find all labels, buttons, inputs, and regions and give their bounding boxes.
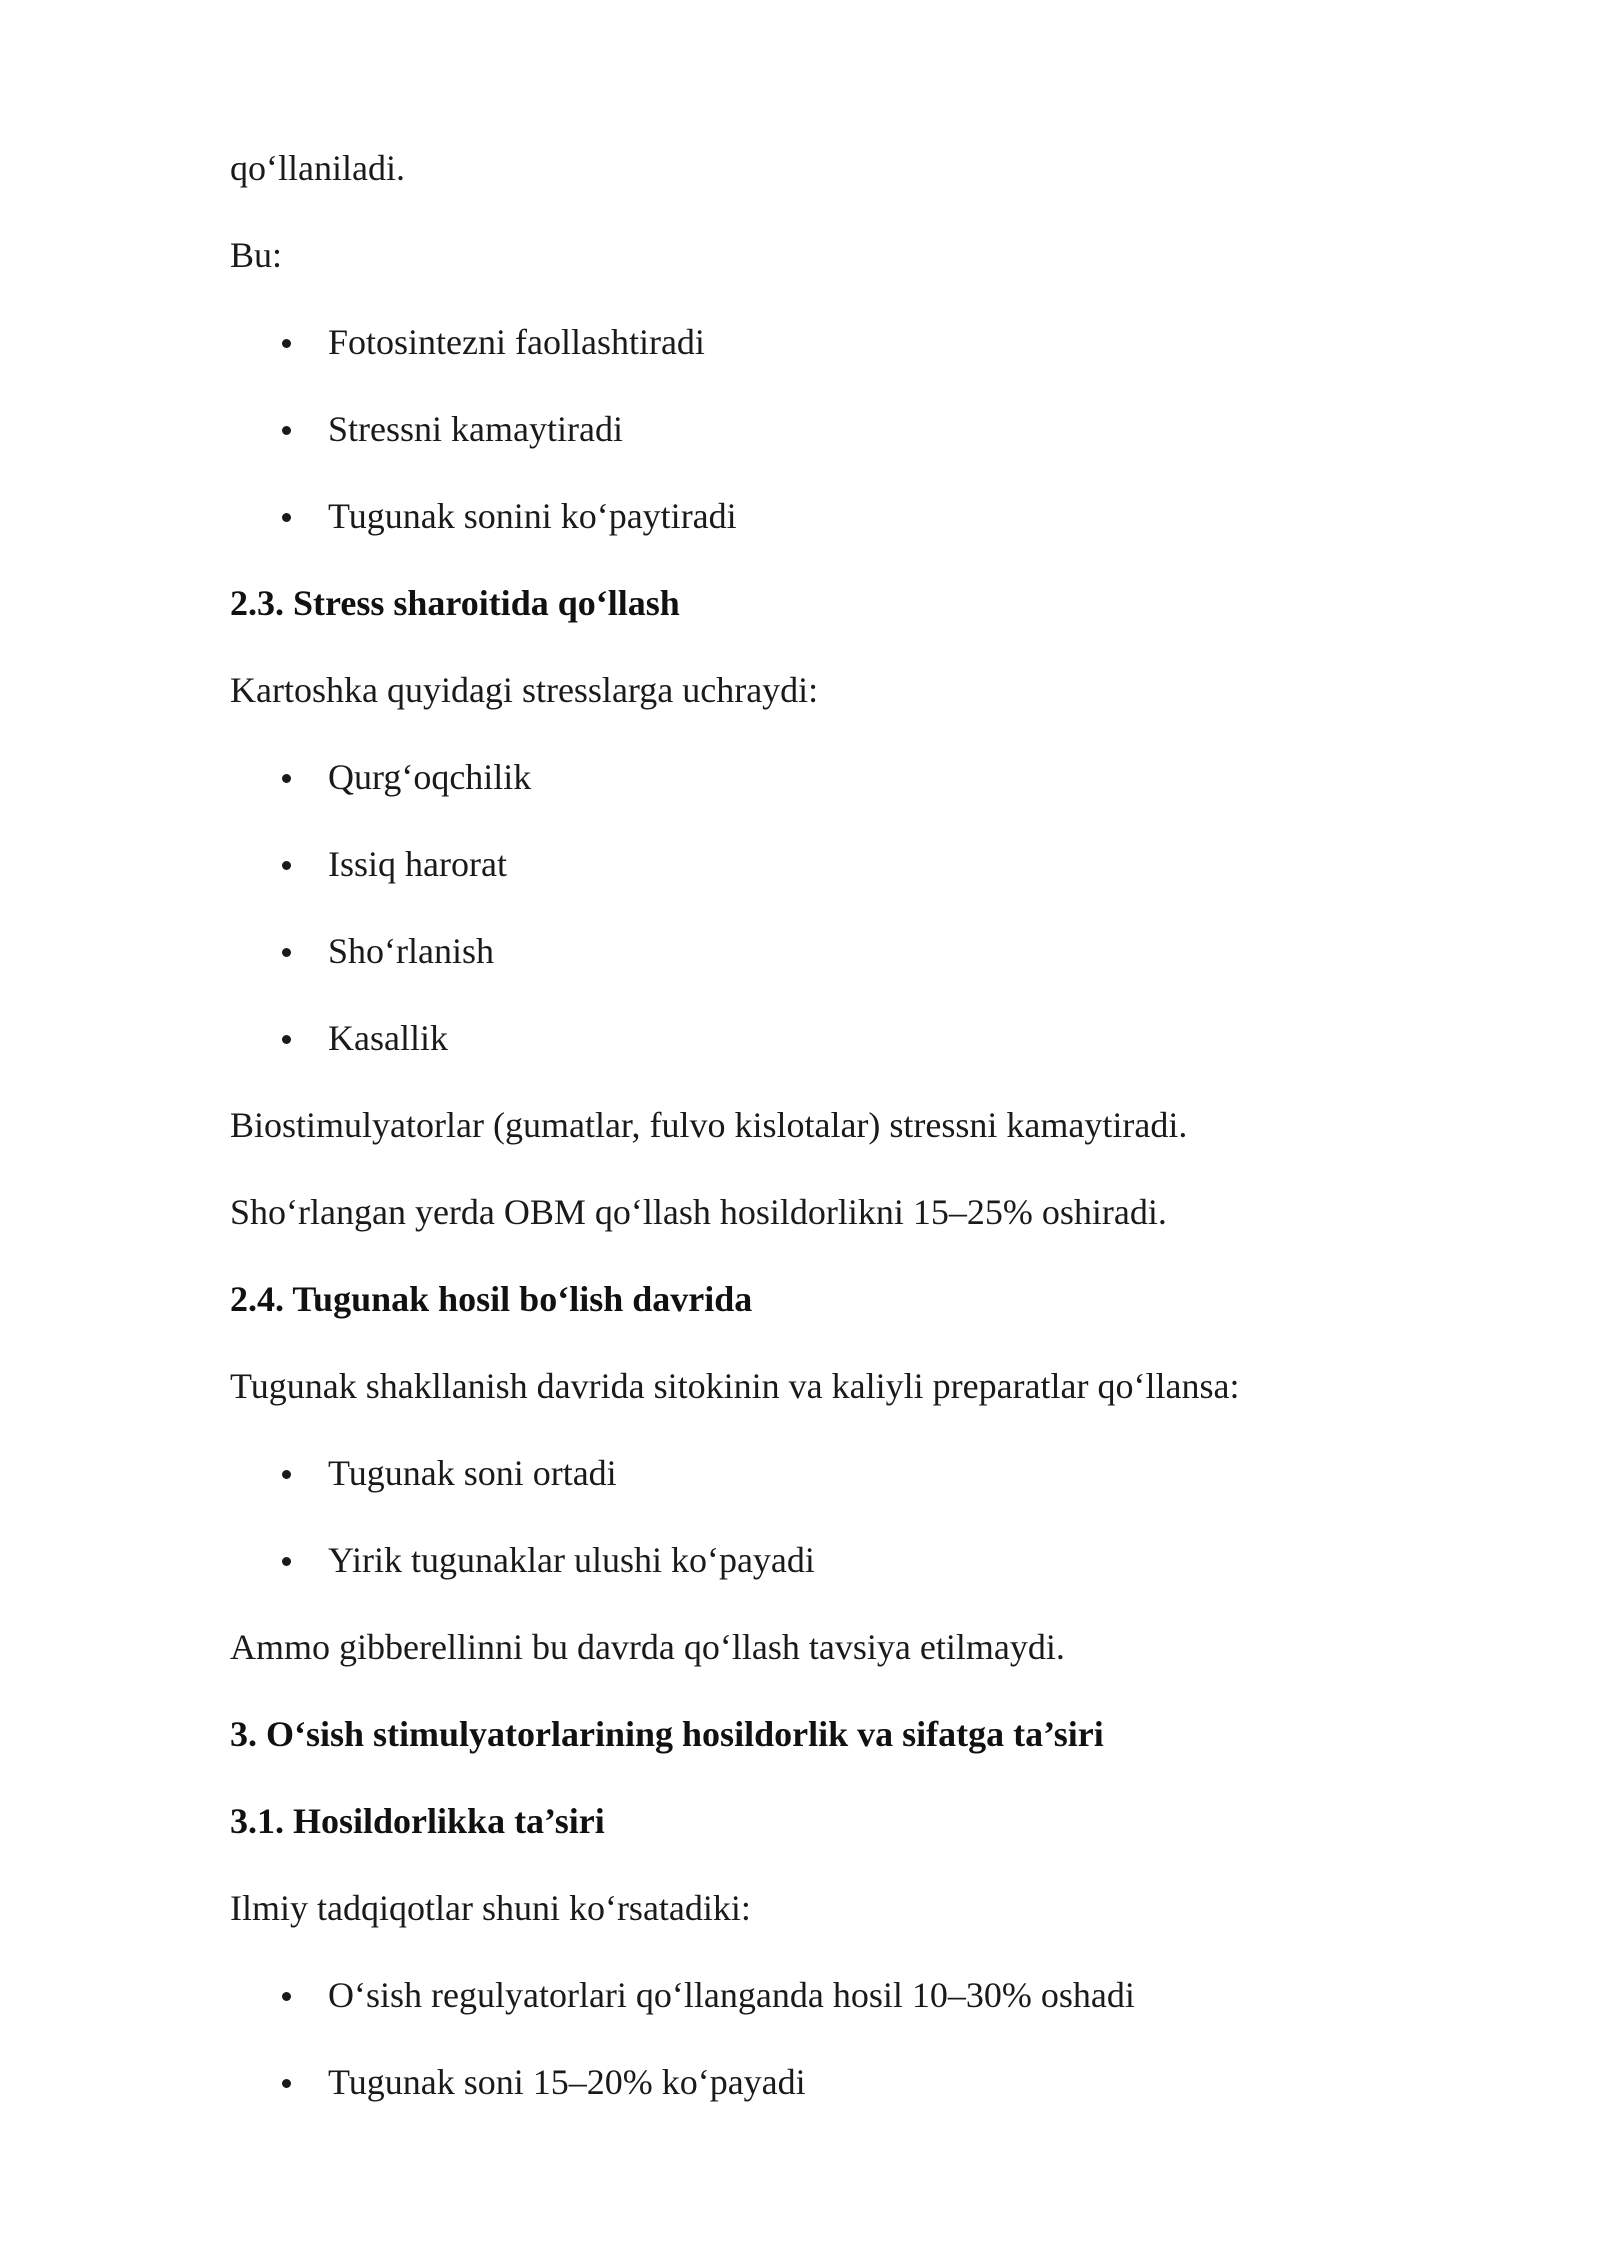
- list-item: Qurg‘oqchilik: [230, 757, 1390, 797]
- bullet-icon: [282, 1035, 291, 1044]
- bullet-icon: [282, 861, 291, 870]
- list-item: Yirik tugunaklar ulushi ko‘payadi: [230, 1540, 1390, 1580]
- list-item: Sho‘rlanish: [230, 931, 1390, 971]
- paragraph-continued: qo‘llaniladi.: [230, 148, 405, 188]
- list-item: Tugunak soni 15–20% ko‘payadi: [230, 2062, 1390, 2102]
- bullet-icon: [282, 1992, 291, 2001]
- list-item: Tugunak sonini ko‘paytiradi: [230, 496, 1390, 536]
- paragraph-shorlangan: Sho‘rlangan yerda OBM qo‘llash hosildorlikni 15–25% oshiradi.: [230, 1192, 1167, 1232]
- section-heading-2-4: 2.4. Tugunak hosil bo‘lish davrida: [230, 1279, 753, 1319]
- paragraph-biostimulyatorlar: Biostimulyatorlar (gumatlar, fulvo kislotalar) stressni kamaytiradi.: [230, 1105, 1188, 1145]
- bullet-icon: [282, 948, 291, 957]
- bullet-icon: [282, 2079, 291, 2088]
- bullet-icon: [282, 1470, 291, 1479]
- list-item: Kasallik: [230, 1018, 1390, 1058]
- list-item: O‘sish regulyatorlari qo‘llanganda hosil 10–30% oshadi: [230, 1975, 1390, 2015]
- bullet-icon: [282, 513, 291, 522]
- section-heading-3: 3. O‘sish stimulyatorlarining hosildorlik va sifatga ta’siri: [230, 1714, 1104, 1754]
- paragraph-tugunak-intro: Tugunak shakllanish davrida sitokinin va kaliyli preparatlar qo‘llansa:: [230, 1366, 1240, 1406]
- paragraph-ilmiy: Ilmiy tadqiqotlar shuni ko‘rsatadiki:: [230, 1888, 751, 1928]
- paragraph-stress-intro: Kartoshka quyidagi stresslarga uchraydi:: [230, 670, 819, 710]
- list-item: Fotosintezni faollashtiradi: [230, 322, 1390, 362]
- document-page: [230, 148, 1390, 2149]
- list-item: Issiq harorat: [230, 844, 1390, 884]
- paragraph-bu: Bu:: [230, 235, 283, 275]
- bullet-icon: [282, 774, 291, 783]
- bullet-icon: [282, 339, 291, 348]
- section-heading-3-1: 3.1. Hosildorlikka ta’siri: [230, 1801, 605, 1841]
- paragraph-ammo: Ammo gibberellinni bu davrda qo‘llash tavsiya etilmaydi.: [230, 1627, 1065, 1667]
- list-item: Stressni kamaytiradi: [230, 409, 1390, 449]
- list-item: Tugunak soni ortadi: [230, 1453, 1390, 1493]
- bullet-icon: [282, 1557, 291, 1566]
- section-heading-2-3: 2.3. Stress sharoitida qo‘llash: [230, 583, 680, 623]
- bullet-icon: [282, 426, 291, 435]
